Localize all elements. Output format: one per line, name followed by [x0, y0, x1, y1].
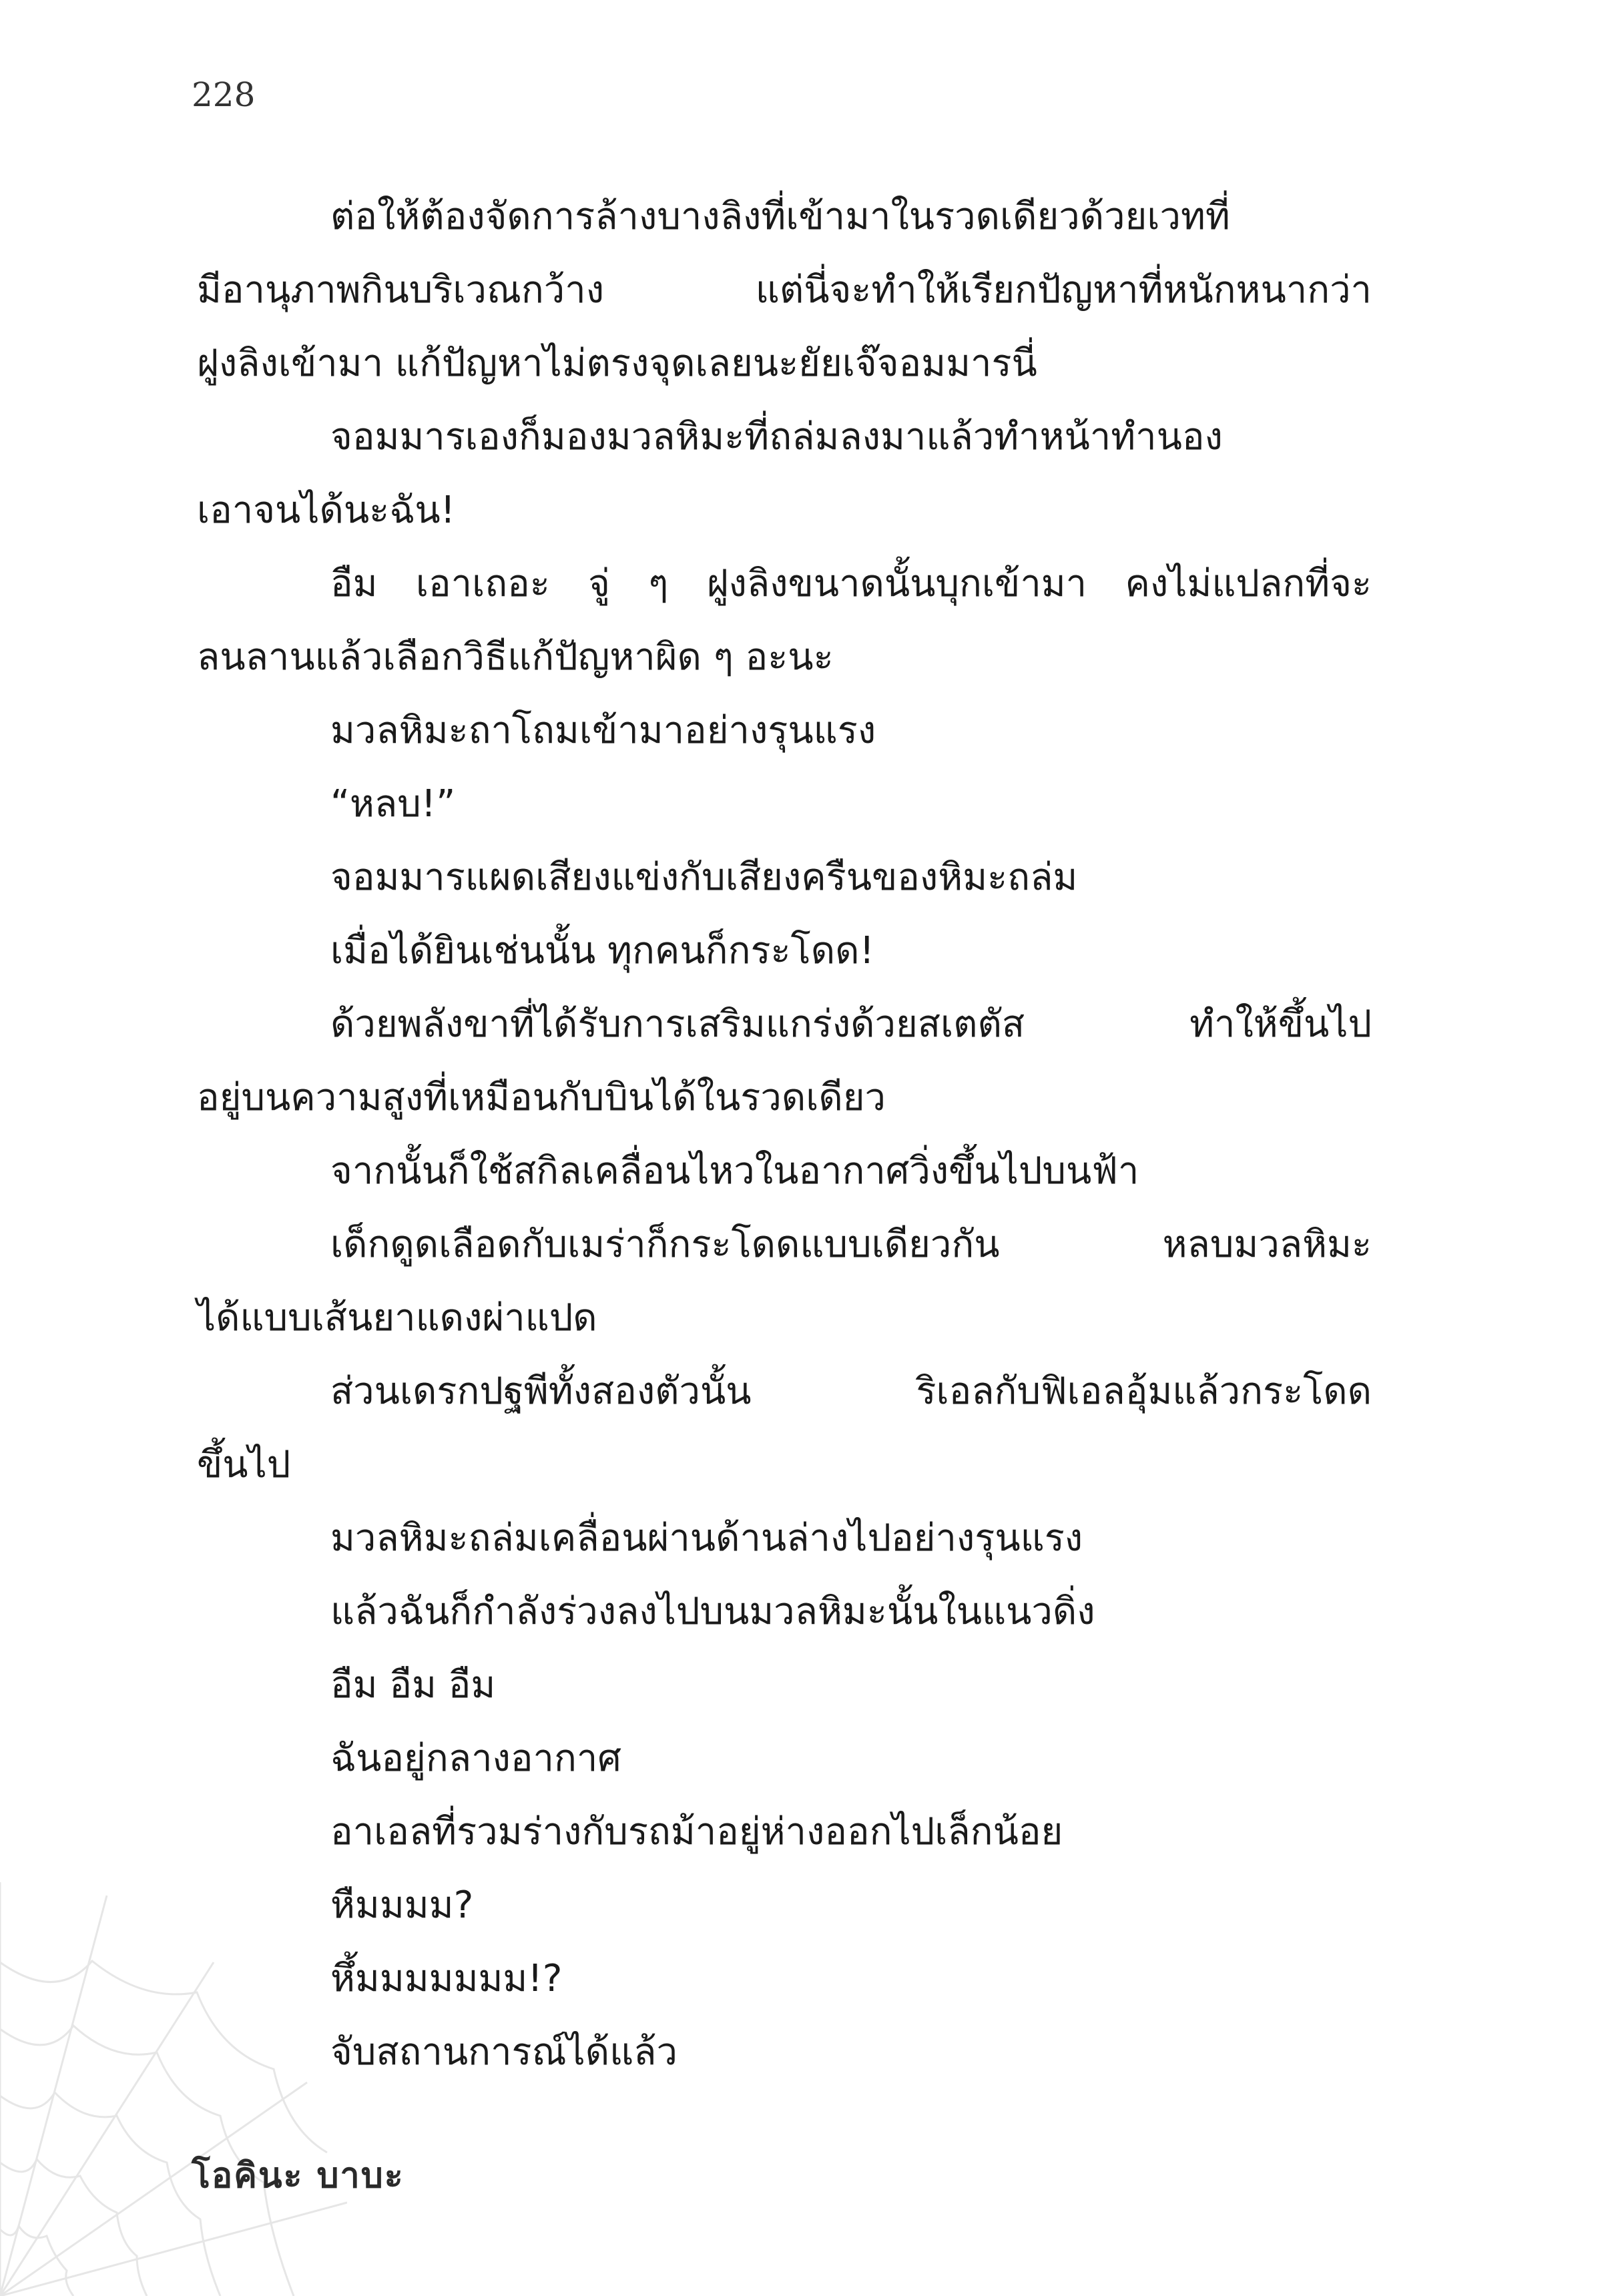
- text-line: ส่วนเดรกปฐพีทั้งสองตัวนั้น ริเอลกับฟิเอลอุ้มแล้วกระโดด: [330, 1370, 1372, 1413]
- text-line: ต่อให้ต้องจัดการล้างบางลิงที่เข้ามาในรวดเดียวด้วยเวทที่: [330, 195, 1230, 238]
- text-line: ฉันอยู่กลางอากาศ: [330, 1737, 621, 1780]
- text-line: เมื่อได้ยินเช่นนั้น ทุกคนก็กระโดด!: [330, 929, 874, 972]
- text-line: จับสถานการณ์ได้แล้ว: [330, 2030, 678, 2074]
- spider-web-icon: [0, 1882, 347, 2296]
- text-line: ลนลานแล้วเลือกวิธีแก้ปัญหาผิด ๆ อะนะ: [197, 635, 834, 679]
- book-title-footer: โอคินะ บาบะ: [192, 2156, 405, 2196]
- text-line: หืมมมม?: [330, 1884, 474, 1927]
- text-line: มวลหิมะถล่มเคลื่อนผ่านด้านล่างไปอย่างรุนแรง: [330, 1516, 1083, 1560]
- text-line: ได้แบบเส้นยาแดงผ่าแปด: [197, 1296, 597, 1340]
- text-line: อืม อืม อืม: [330, 1663, 496, 1707]
- text-line: อืม เอาเถอะ จู่ ๆ ฝูงลิงขนาดนั้นบุกเข้ามา คงไม่แปลกที่จะ: [330, 562, 1372, 605]
- text-line: ฝูงลิงเข้ามา แก้ปัญหาไม่ตรงจุดเลยนะยัยเจ๊จอมมารนี่: [197, 342, 1037, 385]
- text-line: จอมมารแผดเสียงแข่งกับเสียงครืนของหิมะถล่ม: [330, 856, 1078, 899]
- text-line: อาเอลที่รวมร่างกับรถม้าอยู่ห่างออกไปเล็กน้อย: [330, 1810, 1063, 1853]
- text-line: จอมมารเองก็มองมวลหิมะที่ถล่มลงมาแล้วทำหน้าทำนอง: [330, 415, 1223, 459]
- text-line: ขึ้นไป: [197, 1443, 291, 1486]
- text-line: อยู่บนความสูงที่เหมือนกับบินได้ในรวดเดียว: [197, 1076, 886, 1119]
- text-line: จากนั้นก็ใช้สกิลเคลื่อนไหวในอากาศวิ่งขึ้นไปบนฟ้า: [330, 1149, 1139, 1193]
- text-line: ด้วยพลังขาที่ได้รับการเสริมแกร่งด้วยสเตตัส ทำให้ขึ้นไป: [330, 1002, 1372, 1046]
- text-line: แล้วฉันก็กำลังร่วงลงไปบนมวลหิมะนั้นในแนวดิ่ง: [330, 1590, 1095, 1633]
- text-line: มีอานุภาพกินบริเวณกว้าง แต่นี่จะทำให้เรียกปัญหาที่หนักหนากว่า: [197, 268, 1372, 312]
- text-line: เด็กดูดเลือดกับเมร่าก็กระโดดแบบเดียวกัน หลบมวลหิมะ: [330, 1223, 1372, 1266]
- body-text: [197, 180, 1372, 2089]
- text-line: มวลหิมะถาโถมเข้ามาอย่างรุนแรง: [330, 709, 876, 752]
- text-line: “หลบ!”: [330, 782, 456, 826]
- page-number: 228: [192, 75, 256, 114]
- text-line: เอาจนได้นะฉัน!: [197, 489, 456, 532]
- text-line: หึ้มมมมมมม!?: [330, 1957, 563, 2000]
